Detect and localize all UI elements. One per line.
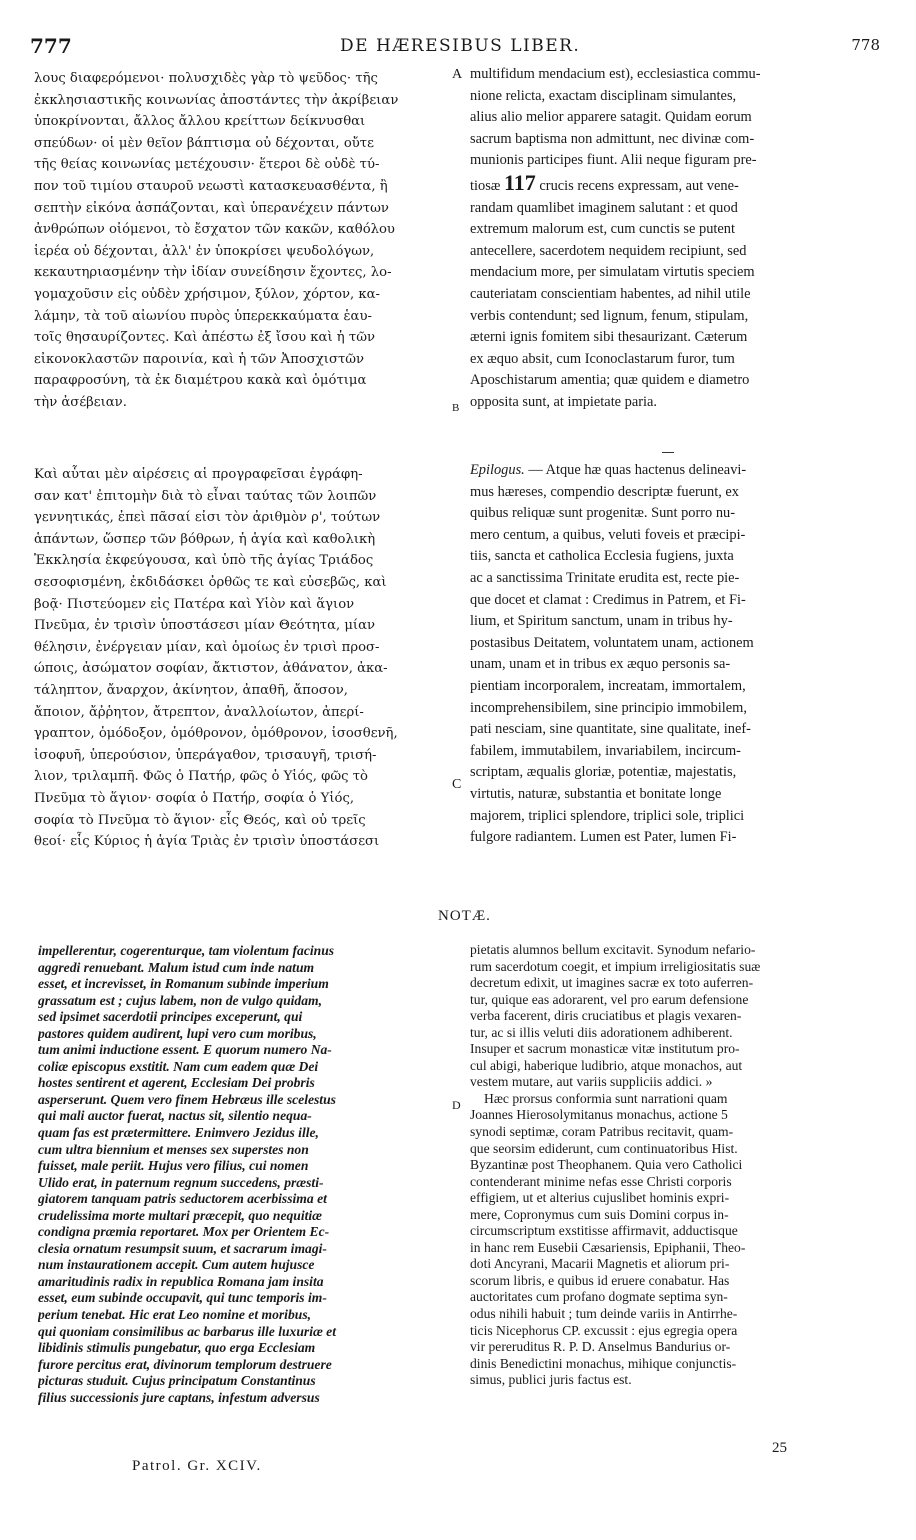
note-line: vestem mutare, aut variis suppliciis addici. » <box>470 1074 713 1090</box>
note-line: num instaurationem accepit. Cum autem hujusce <box>38 1257 315 1273</box>
greek-line: ἱερέα οὐ δέχονται, ἀλλ' ἐν ὑποκρίσει ψευδολόγων, <box>34 243 375 259</box>
latin-line: tiis, sancta et catholica Ecclesia fugiens, juxta <box>470 548 734 565</box>
greek-line: γεννητικάς, ἐπεὶ πᾶσαί εἰσι τὸν ἀριθμὸν ρ', τούτων <box>34 510 381 526</box>
greek-line: σαν κατ' ἐπιτομὴν διὰ τὸ εἶναι ταύτας τῶν λοιπῶν <box>34 488 377 504</box>
greek-line: πον τοῦ τιμίου σταυροῦ νεωστὶ κατασκευασθέντα, ἢ <box>34 178 388 194</box>
latin-line: mendacium more, per simulatam virtutis speciem <box>470 264 755 281</box>
greek-line: παραφροσύνη, τὰ ἐκ διαμέτρου κακὰ καὶ ὁμότιμα <box>34 373 367 389</box>
latin-line: multifidum mendacium est), ecclesiastica commu- <box>470 66 761 82</box>
note-line: perium tenebat. Hic erat Leo nomine et moribus, <box>38 1307 312 1323</box>
note-line: furore percitus erat, divinorum templorum destruere <box>38 1356 332 1372</box>
latin-line: munionis participes fiunt. Alii neque figuram pre- <box>470 152 757 169</box>
note-line: que seorsim ediderunt, cum continuatoribus Hist. <box>470 1140 738 1156</box>
note-line: esset, eum subinde occupavit, qui tunc temporis im- <box>38 1290 327 1306</box>
latin-column-top <box>470 64 882 414</box>
page-number-right: 778 <box>851 36 880 54</box>
greek-line: ἁπάντων, ὥσπερ τῶν βόθρων, ἡ ἁγία καὶ καθολικὴ <box>34 531 376 547</box>
note-line: Joannes Hierosolymitanus monachus, actione 5 <box>470 1107 728 1123</box>
greek-line: σοφία τὸ Πνεῦμα τὸ ἅγιον· εἷς Θεός, καὶ οὐ τρεῖς <box>34 812 366 828</box>
note-line: decretum edixit, ut imagines sacræ ex toto auferren- <box>470 975 754 991</box>
latin-line: æterni ignis fomitem sibi thesaurizant. Cæterum <box>470 329 748 346</box>
greek-line: κεκαυτηριασμένην τὴν ἰδίαν συνείδησιν ἔχοντες, λο- <box>34 265 392 281</box>
notes-column-left <box>38 943 440 1406</box>
note-line: effigiem, ut et alterius cujuslibet hominis expri- <box>470 1190 730 1206</box>
greek-line: σεπτὴν εἰκόνα ἀσπάζονται, καὶ ὑπερανέχειν πάντων <box>34 200 389 216</box>
latin-line: Aposchistarum amentia; quæ quidem e diametro <box>470 372 750 389</box>
greek-line: γομαχοῦσιν εἰς οὐδὲν χρήσιμον, ξύλον, χόρτον, κα- <box>34 286 381 302</box>
note-line: verba facerent, diris cruciatibus et plagis vexaren- <box>470 1008 742 1024</box>
latin-line: lium, et Spiritum sanctum, unam in tribus hy- <box>470 613 733 630</box>
note-line: odus nihili habuit ; tum deinde variis in Antirrhe- <box>470 1306 738 1322</box>
note-line: in hanc rem Eusebii Cæsariensis, Epiphanii, Theo- <box>470 1239 746 1255</box>
note-line: synodi septimæ, coram Patribus recitavit, quam- <box>470 1124 734 1140</box>
note-line: Byzantinæ post Theophanem. Quia vero Catholici <box>470 1157 743 1173</box>
note-line: dinis Benedictini monachus, mihique conjunctis- <box>470 1355 737 1371</box>
margin-marker-a: A <box>452 67 463 82</box>
latin-line: scriptam, æqualis gloriæ, potentiæ, majestatis, <box>470 764 737 781</box>
latin-line: antecellere, sacerdotem nequidem recipiunt, sed <box>470 242 747 259</box>
section-divider <box>662 452 674 453</box>
notes-commentary <box>470 1091 882 1108</box>
running-title: DE HÆRESIBUS LIBER. <box>340 36 581 56</box>
notes-commentary-body <box>470 1107 882 1388</box>
greek-line: ἄποιον, ἄῤῥητον, ἄτρεπτον, ἀναλλοίωτον, ἀπερί- <box>34 704 364 720</box>
latin-line: virtutis, naturæ, substantia et bonitate longe <box>470 785 722 802</box>
greek-line: Καὶ αὗται μὲν αἱρέσεις αἱ προγραφεῖσαι ἐγράφη- <box>34 467 363 482</box>
note-line: vir pereruditus R. P. D. Anselmus Bandurius or- <box>470 1339 731 1355</box>
latin-line: mus hæreses, compendio descriptæ fuerunt, ex <box>470 483 739 500</box>
latin-line: alius alio melior apparere satagit. Quidam eorum <box>470 109 752 126</box>
page-number-left: 777 <box>30 34 72 58</box>
greek-line: θεοί· εἷς Κύριος ἡ ἁγία Τριὰς ἐν τρισὶν ὑποστάσεσι <box>34 834 380 850</box>
greek-line: ὑποκρίνονται, ἄλλος ἄλλου κρείττων δείκνυσθαι <box>34 114 366 130</box>
greek-line: σεσοφισμένη, ἐκδιδάσκει ὀρθῶς τε καὶ εὐσεβῶς, καὶ <box>34 574 387 590</box>
latin-line: incomprehensibilem, sine principio immobilem, <box>470 699 747 716</box>
latin-line: unam, unam et in tribus ex æquo personis sa- <box>470 656 731 673</box>
latin-line: verbis contendunt; sed lignum, fenum, stipulam, <box>470 307 749 324</box>
note-line: Ulido erat, in paternum regnum succedens, præsti- <box>38 1174 324 1190</box>
latin-line: nione relicta, exactam disciplinam simulantes, <box>470 87 737 104</box>
note-line: pastores quidem audirent, lupi vero cum moribus, <box>38 1025 317 1041</box>
note-line: picturas studuit. Cujus principatum Constantinus <box>38 1373 316 1389</box>
greek-line: λάμην, τὰ τοῦ αἰωνίου πυρὸς ὑπερεκκαύματα ἑαυ- <box>34 308 372 324</box>
note-line: circumscriptum exstitisse affirmavit, adductisque <box>470 1223 738 1239</box>
greek-line: Ἐκκλησία ἐκφεύγουσα, καὶ ὑπὸ τῆς ἁγίας Τριάδος <box>34 553 374 569</box>
note-line: filius successionis jure captans, infestum adversus <box>38 1389 320 1405</box>
greek-line: ἰσοφυῆ, ὑπερούσιον, ὑπεράγαθον, τρισαυγῆ, τρισή- <box>34 747 377 763</box>
latin-fragment: tiosæ <box>470 177 504 194</box>
greek-line: τῆς θείας κοινωνίας μετέχουσιν· ἕτεροι δὲ οὐδὲ τύ- <box>34 157 380 173</box>
note-line: impellerentur, cogerenturque, tam violentum facinus <box>38 943 335 958</box>
note-line: asperserunt. Quem vero finem Hebræus ille scelestus <box>38 1091 336 1107</box>
note-line: esset, et increvisset, in Romanum subinde imperium <box>38 976 329 992</box>
note-line: crudelissima morte multari præcepit, quo nequitiæ <box>38 1207 322 1223</box>
latin-line: majorem, triplici splendore, triplici sole, triplici <box>470 807 745 824</box>
margin-marker-c: C <box>452 777 462 792</box>
note-line: cul abigi, haberique ludibrio, atque monachos, aut <box>470 1057 743 1073</box>
note-line: tur, quique eas adorarent, vel pro earum defensione <box>470 991 749 1007</box>
note-line: clesia ornatum resumpsit suum, et sacrarum imagi- <box>38 1240 327 1256</box>
note-line: auctoritates cum profano dogmate septima syn- <box>470 1289 728 1305</box>
greek-line: ἐκκλησιαστικῆς κοινωνίας ἀποστάντες τὴν ἀκρίβειαν <box>34 92 399 108</box>
latin-line: fulgore radiantem. Lumen est Pater, lumen Fi- <box>470 829 737 846</box>
margin-marker-d: D <box>452 1098 461 1112</box>
greek-line: λιον, τριλαμπῆ. Φῶς ὁ Πατήρ, φῶς ὁ Υἱός, φῶς τὸ <box>34 769 368 785</box>
note-line: giatorem tanquam patris seductorem acerbissima et <box>38 1191 327 1207</box>
note-line: condigna præmia reportaret. Mox per Orientem Ec- <box>38 1224 330 1240</box>
notes-column-right <box>470 942 882 1389</box>
note-line: quam fas est prætermittere. Enimvero Jezidus ille, <box>38 1125 319 1141</box>
latin-line: pati nesciam, sine quantitate, sine qualitate, inef- <box>470 721 751 738</box>
greek-line: ἀνθρώπων οἰόμενοι, τὸ ἔσχατον τῶν κακῶν, καθόλου <box>34 222 395 238</box>
greek-line: Πνεῦμα τὸ ἅγιον· σοφία ὁ Πατήρ, σοφία ὁ Υἱός, <box>34 790 355 806</box>
note-line: mere, Copronymus cum suis Domini corpus in- <box>470 1206 729 1222</box>
note-line: tur, ac si illis veluti diis adorationem adhiberent. <box>470 1024 733 1040</box>
note-line: ticis Nicephorus CP. excussit : ejus egregia opera <box>470 1322 738 1338</box>
note-line: cum ultra biennium et menses sex superstes non <box>38 1141 309 1157</box>
latin-line: extremum malorum est, cum cunctis se putent <box>470 221 735 238</box>
notes-heading: NOTÆ. <box>438 908 491 924</box>
latin-fragment: — Atque hæ quas hactenus delineavi- <box>524 462 747 478</box>
latin-line <box>470 460 882 482</box>
note-line: pietatis alumnos bellum excitavit. Synodum nefario- <box>470 942 756 957</box>
latin-line: pientiam incorporalem, increatam, immortalem, <box>470 677 746 694</box>
greek-line: εἰκονοκλαστῶν παροινία, καὶ ἡ τῶν Ἀποσχιστῶν <box>34 351 365 367</box>
greek-line: Πνεῦμα, ἐν τρισὶν ὑποστάσεσι μίαν Θεότητα, μίαν <box>34 618 376 634</box>
note-line: libidinis stimulis pungebatur, quo erga Ecclesiam <box>38 1340 316 1356</box>
latin-line <box>470 172 882 198</box>
epilogus-label: Epilogus. <box>470 462 525 478</box>
note-line: fuisset, male periit. Hujus vero filius, cui nomen <box>38 1158 309 1174</box>
running-header <box>30 34 880 60</box>
note-line: contenderant minime nefas esse Christi corporis <box>470 1173 732 1189</box>
note-line: rum sacerdotum coegit, et impium irreligiositatis suæ <box>470 958 761 974</box>
greek-line: τάληπτον, ἄναρχον, ἀκίνητον, ἀπαθῆ, ἄποσον, <box>34 682 348 698</box>
latin-line: cauteriatam conscientiam habentes, ad nihil utile <box>470 285 751 302</box>
greek-line: λους διαφερόμενοι· πολυσχιδὲς γὰρ τὸ ψεῦδος· τῆς <box>34 71 378 86</box>
note-line: qui mali auctor fuerat, nactus sit, silentio nequa- <box>38 1108 312 1124</box>
latin-line: fabilem, immutabilem, invariabilem, incircum- <box>470 742 741 759</box>
note-line: qui quoniam consimilibus ac barbarus ille luxuriæ et <box>38 1323 336 1339</box>
note-line: scorum libris, e quibus id eruere conabatur. Has <box>470 1272 730 1288</box>
latin-column-bottom <box>470 460 882 849</box>
note-line: doti Ancyrani, Macarii Magnetis et aliorum pri- <box>470 1256 730 1272</box>
latin-line: ex æquo absit, cum Iconoclastarum furor, tum <box>470 350 735 367</box>
note-line: sed ipsimet sacerdotii principes exceperunt, qui <box>38 1009 303 1025</box>
latin-line: ac a sanctissima Trinitate erudita est, recte pie- <box>470 569 740 586</box>
note-line: hostes sentirent et agerent, Ecclesiam Dei probris <box>38 1075 315 1091</box>
note-line: coliæ episcopus exstitit. Nam cum eadem quæ Dei <box>38 1058 319 1074</box>
greek-line: σπεύδων· οἱ μὲν θεῖον βάπτισμα οὐ δέχονται, οὔτε <box>34 135 374 151</box>
notes-quotation <box>470 942 882 1091</box>
latin-fragment: crucis recens expressam, aut vene- <box>535 177 739 194</box>
greek-line: τοῖς θησαυρίζοντες. Καὶ ἀπέστω ἐξ ἴσου καὶ ἡ τῶν <box>34 330 375 346</box>
greek-column-bottom <box>34 464 444 853</box>
latin-line: randam quamlibet imaginem salutant : et quod <box>470 199 738 216</box>
latin-line: postasibus Deitatem, voluntatem unam, actionem <box>470 634 754 651</box>
note-line: tum animi inductione essent. E quorum numero Na- <box>38 1042 332 1058</box>
note-line: amaritudinis radix in republica Romana jam insita <box>38 1273 324 1289</box>
greek-line: θέλησιν, ἐνέργειαν μίαν, καὶ ὁμοίως ἐν τρισὶ προσ- <box>34 639 380 655</box>
page-signature-number: 25 <box>772 1440 787 1456</box>
latin-line: que docet et clamat : Credimus in Patrem, et Fi- <box>470 591 746 608</box>
note-line: simus, publici juris factus est. <box>470 1372 632 1388</box>
note-line: grassatum est ; cujus labem, non de vulgo quidam, <box>38 992 322 1008</box>
margin-marker-b: B <box>452 402 460 414</box>
column-number: 117 <box>504 171 536 195</box>
latin-line: sacrum baptisma non admittunt, nec divinæ com- <box>470 130 755 147</box>
greek-line: γραπτον, ὁμόδοξον, ὁμόθρονον, ὁμόθρονον, ἰσοσθενῆ, <box>34 726 398 742</box>
note-line: Insuper et sacrum monasticæ vitæ institutum pro- <box>470 1041 740 1057</box>
latin-line: quibus reliquæ sunt progenitæ. Sunt porro nu- <box>470 505 736 522</box>
volume-footer: Patrol. Gr. XCIV. <box>132 1458 262 1474</box>
greek-line: ώποις, ἀσώματον σοφίαν, ἄκτιστον, ἀθάνατον, ἀκα- <box>34 661 388 677</box>
note-line: Hæc prorsus conformia sunt narrationi quam <box>484 1090 728 1106</box>
note-line: aggredi renuebant. Malum istud cum inde natum <box>38 959 315 975</box>
greek-line: τὴν ἀσέβειαν. <box>34 394 127 410</box>
latin-line: opposita sunt, at impietate paria. <box>470 393 658 410</box>
greek-line: βοᾷ· Πιστεύομεν εἰς Πατέρα καὶ Υἱὸν καὶ ἅγιον <box>34 596 355 612</box>
greek-column-top <box>34 68 454 414</box>
latin-line: mero centum, a quibus, veluti foveis et præcipi- <box>470 526 746 543</box>
